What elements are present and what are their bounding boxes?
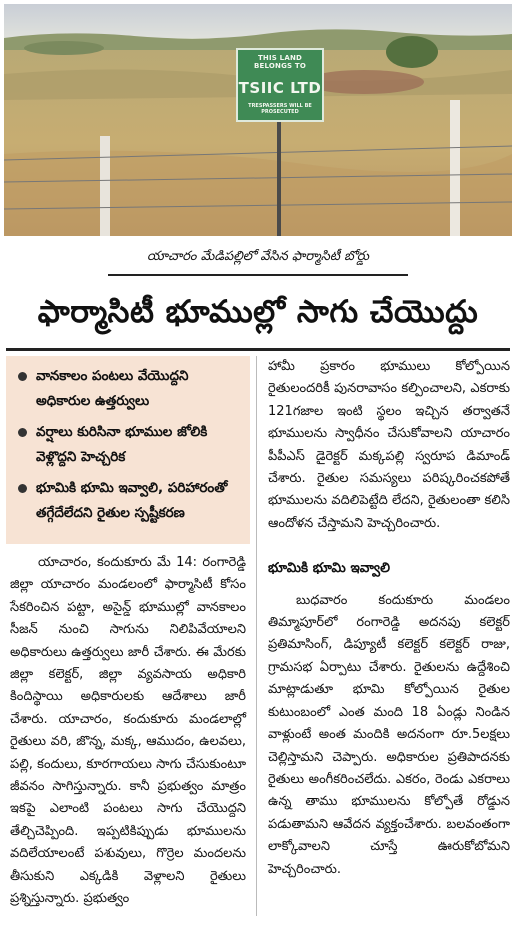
highlight-item <box>16 476 244 526</box>
headline: ఫార్మాసిటీ భూముల్లో సాగు చేయొద్దు <box>37 294 479 330</box>
sign-line-1: THIS LAND BELONGS TO <box>253 54 307 70</box>
highlight-text: వర్షాలు కురిసినా భూముల జోలికి వెళ్లొద్దని హెచ్చరిక <box>36 424 208 465</box>
bullet-icon <box>18 428 27 437</box>
headline-rule <box>6 348 510 351</box>
highlight-item <box>16 364 244 414</box>
body-paragraph: హామీ ప్రకారం భూములు కోల్పోయిన రైతులందరికీ పునరావాసం కల్పించాలని, ఎకరాకు 121గజాల ఇంటి స్థలం ఇచ్చిన తర్వాతనే భూములను స్వాధీనం చేసుకోవాలని యాచారం పీపీఎస్ డైరెక్టర్ మక్కపల్లి స్వరూప డిమాండ్ చేశారు. రైతుల సమస్యలు పరిష్కరించకపోతే భూములను వదిలిపెట్టేది లేదని, రైతులంతా కలిసి ఆందోళన చేస్తామని హెచ్చరించారు. <box>268 359 510 531</box>
subheading: భూమికి భూమి ఇవ్వాలి <box>268 560 390 577</box>
photo-caption: యాచారం మేడిపల్లిలో వేసిన ఫార్మాసిటీ బోర్డు <box>108 240 408 276</box>
sign-line-3: TRESPASSERS WILL BE PROSECUTED <box>248 103 312 115</box>
sign-line-2: TSIIC LTD <box>238 79 322 97</box>
left-column <box>10 552 246 911</box>
news-photo <box>4 4 512 236</box>
tsiic-signboard <box>236 48 324 122</box>
highlight-text: భూమికి భూమి ఇవ్వాలి, పరిహారంతో తగ్గేదేలేదని రైతుల స్పష్టీకరణ <box>36 480 228 521</box>
highlights-box <box>6 356 250 544</box>
highlight-text: వానకాలం పంటలు వేయొద్దని అధికారుల ఉత్తర్వులు <box>36 368 189 409</box>
body-paragraph: యాచారం, కందుకూరు మే 14: రంగారెడ్డి జిల్లా యాచారం మండలంలో ఫార్మాసిటీ కోసం సేకరించిన పట్టా, అసైన్డ్ భూముల్లో వానకాలం సీజన్ నుంచి సాగును నిలిపివేయాలని అధికారులు ఉత్తర్వులు జారీ చేశారు. ఈ మేరకు జిల్లా కలెక్టర్, జిల్లా వ్యవసాయ అధికారి కిందిస్థాయి అధికారులకు ఆదేశాలు జారీ చేశారు. యాచారం, కందుకూరు మండలాల్లో రైతులు వరి, జొన్న, మక్క, ఆముదం, ఉలవలు, పల్లి, కందులు, కూరగాయలు సాగు చేసుకుంటూ జీవనం సాగిస్తున్నారు. కానీ ప్రభుత్వం మాత్రం ఇకపై ఎలాంటి పంటలు సాగు చేయొద్దని తేల్చిచెప్పింది. ఇప్పటికిప్పుడు భూములను వదిలేయాలంటే పశువులు, గొర్రెల మందలను తీసుకుని ఎక్కడికి వెళ్లాలని రైతులు ప్రశ్నిస్తున్నారు. ప్రభుత్వం <box>10 555 246 907</box>
body-paragraph: బుధవారం కందుకూరు మండలం తిమ్మాపూర్‌లో రంగారెడ్డి అదనపు కలెక్టర్ ప్రతిమాసింగ్, డిప్యూటీ కలెక్టర్ కలెక్టర్ రాజు, గ్రామసభ ఏర్పాటు చేశారు. రైతులను ఉద్దేశించి మాట్లాడుతూ భూమి కోల్పోయిన రైతుల కుటుంబంలో ఎంత మంది 18 ఏండ్లు నిండిన వాళ్లుంటే అంత మందికి అదనంగా రూ.5లక్షలు చెల్లిస్తామని చెప్పారు. అధికారుల ప్రతిపాదనకు రైతులు అంగీకరించలేదు. ఎకరం, రెండు ఎకరాలు ఉన్న తాము భూములను కోల్పోతే రోడ్డున పడుతామని ఆవేదన వ్యక్తంచేశారు. బలవంతంగా లాక్కోవాలని చూస్తే ఊరుకోబోమని హెచ్చరించారు. <box>268 592 510 877</box>
column-divider <box>256 356 257 916</box>
right-column <box>268 356 510 881</box>
highlight-item <box>16 420 244 470</box>
bullet-icon <box>18 484 27 493</box>
bullet-icon <box>18 372 27 381</box>
